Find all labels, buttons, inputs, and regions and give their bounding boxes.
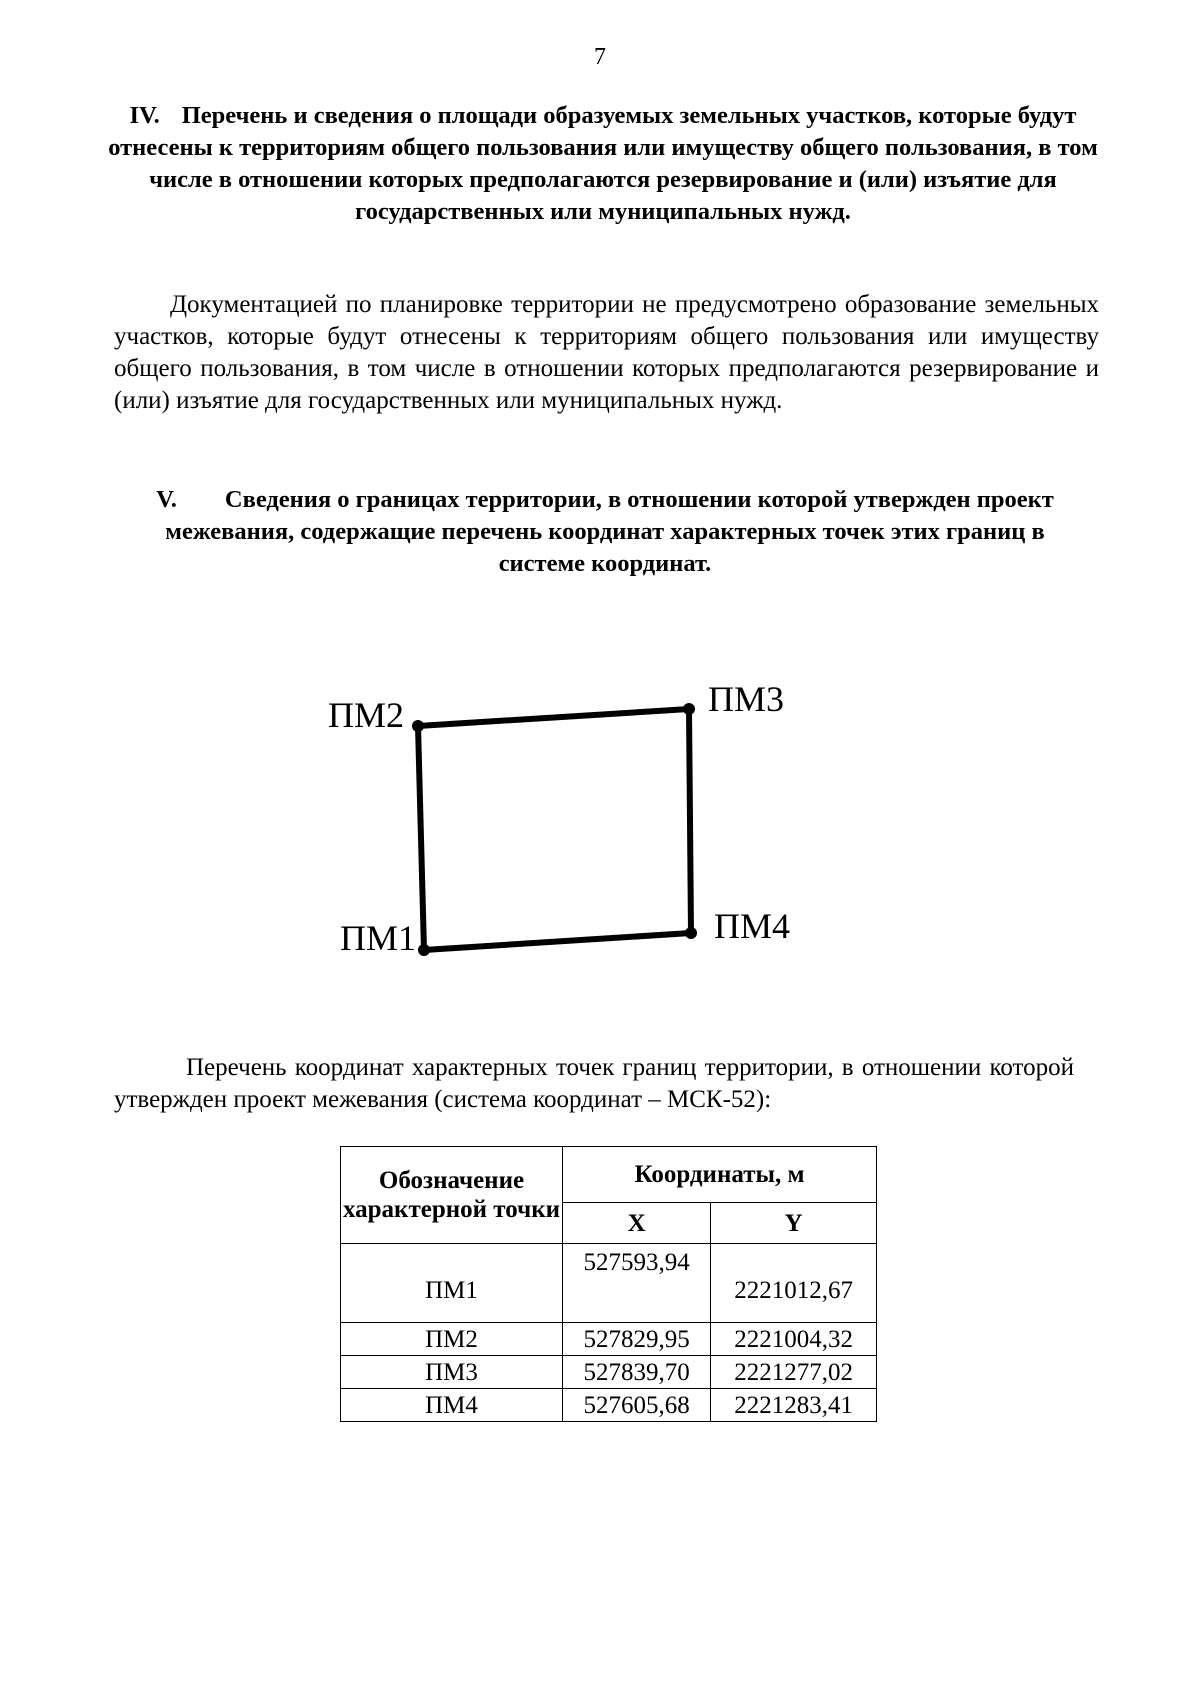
point-pm3-label: ПМ3 (708, 679, 785, 719)
y-cell: 2221283,41 (711, 1389, 877, 1422)
point-cell: ПМ2 (341, 1323, 563, 1356)
point-pm1-label: ПМ1 (340, 918, 417, 958)
table-row (341, 1389, 877, 1422)
coordinates-table (340, 1146, 877, 1422)
point-pm2-marker (412, 720, 424, 732)
y-cell: 2221012,67 (711, 1244, 877, 1323)
page-number: 7 (594, 44, 606, 70)
x-cell: 527605,68 (563, 1389, 711, 1422)
point-pm2-label: ПМ2 (328, 695, 405, 735)
section-v-number: V. (156, 486, 177, 513)
coords-table-intro: Перечень координат характерных точек границ территории, в отношении которой утвержден проект межевания (система координат – МСК-52): (114, 1054, 1074, 1113)
point-cell: ПМ4 (341, 1389, 563, 1422)
header-x: X (563, 1203, 711, 1244)
y-cell: 2221004,32 (711, 1323, 877, 1356)
point-pm4-label: ПМ4 (714, 906, 791, 946)
x-cell: 527829,95 (563, 1323, 711, 1356)
table-row (341, 1356, 877, 1389)
boundary-polygon (418, 709, 691, 950)
table-row (341, 1244, 877, 1323)
section-iv-paragraph: Документацией по планировке территории не предусмотрено образование земельных участков, которые будут отнесены к территориям общего пользования или имуществу общего пользования, в том числе в отношении которых предполагаются резервирование и (или) изъятие для государственных или муниципальных нужд. (114, 291, 1099, 414)
section-iv-heading (108, 100, 1098, 228)
header-y: Y (711, 1203, 877, 1244)
point-pm1-marker (418, 944, 430, 956)
point-pm3-marker (683, 703, 695, 715)
point-pm4-marker (685, 927, 697, 939)
x-cell: 527593,94 (563, 1244, 711, 1323)
x-cell: 527839,70 (563, 1356, 711, 1389)
table-header-row (341, 1147, 877, 1203)
point-cell: ПМ3 (341, 1356, 563, 1389)
y-cell: 2221277,02 (711, 1356, 877, 1389)
section-iv-title: Перечень и сведения о площади образуемых земельных участков, которые будут отнесены к территориям общего пользования или имуществу общего пользования, в том числе в отношении которых предполагаются резервирование и (или) изъятие для государственных или муниципальных нужд. (108, 102, 1098, 225)
section-iv-number: IV. (129, 102, 160, 129)
table-row (341, 1323, 877, 1356)
section-v-title: Сведения о границах территории, в отношении которой утвержден проект межевания, содержащие перечень координат характерных точек этих границ в системе координат. (165, 486, 1054, 577)
section-v-heading (140, 484, 1070, 580)
point-cell: ПМ1 (341, 1244, 563, 1323)
header-designation: Обозначение характерной точки (341, 1147, 563, 1244)
header-coordinates: Координаты, м (563, 1147, 877, 1203)
